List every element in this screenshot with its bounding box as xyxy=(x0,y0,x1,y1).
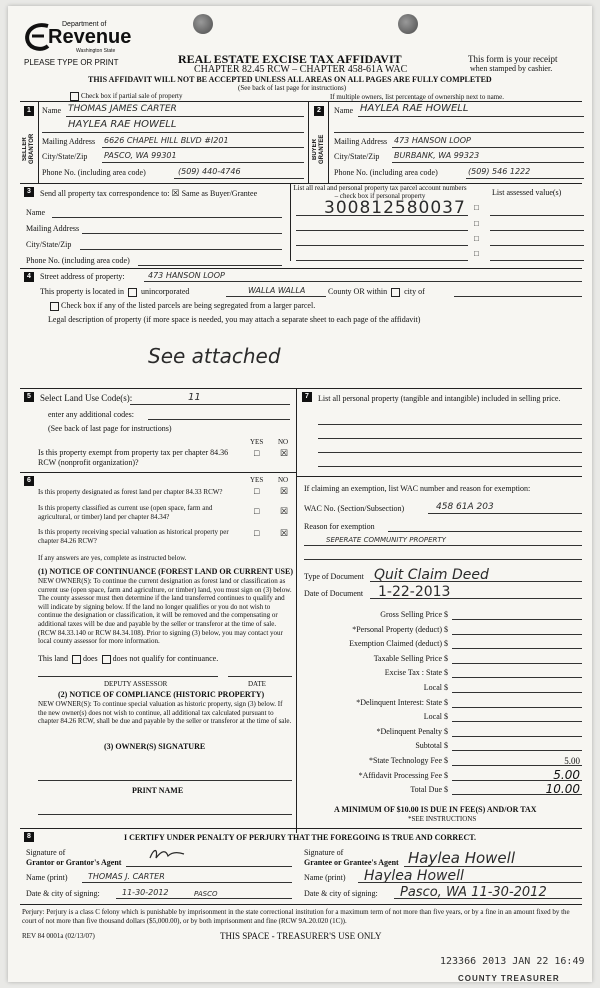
print-name-label: PRINT NAME xyxy=(132,786,184,795)
fee-value-12[interactable]: 10.00 xyxy=(545,782,580,797)
partial-sale-row xyxy=(68,92,182,101)
parcel-checkbox-1[interactable]: □ xyxy=(474,203,479,212)
fee-line-4 xyxy=(452,677,582,678)
type-or-print: PLEASE TYPE OR PRINT xyxy=(24,58,119,67)
s6-no-header: NO xyxy=(278,476,289,484)
grantee-name-value[interactable]: Haylea Howell xyxy=(364,868,464,884)
dept-line1: Department of xyxy=(62,21,107,28)
dept-logo xyxy=(24,20,132,58)
city-checkbox[interactable] xyxy=(391,288,400,297)
fee-label-4: Excise Tax : State $ xyxy=(384,668,448,678)
s3-city-label: City/State/Zip xyxy=(26,240,72,249)
send-correspondence-label: Send all property tax correspondence to: ☒ Same as Buyer/Grantee xyxy=(40,188,258,198)
unincorporated-checkbox[interactable] xyxy=(128,288,137,297)
street-address-label: Street address of property: xyxy=(40,272,125,281)
multiple-owners-note: If multiple owners, list percentage of ownership next to name. xyxy=(330,93,504,101)
fee-line-8 xyxy=(452,736,582,737)
affidavit-page xyxy=(8,6,592,982)
perjury-note: Perjury: Perjury is a class C felony which is punishable by imprisonment in the state correctional institution for a maximum term of not more than five years, or by a fine in an amount fixed by the court of not more than five thousand dollars ($5,000.00), or by both imprisonment and fine (RCW 9A.20.020 (1C)). xyxy=(22,908,570,925)
assessor-date-label: DATE xyxy=(248,680,266,688)
fee-label-10: *State Technology Fee $ xyxy=(368,756,448,765)
does-not-checkbox[interactable] xyxy=(102,655,111,664)
fee-label-12: Total Due $ xyxy=(410,785,448,795)
fee-label-0: Gross Selling Price $ xyxy=(380,610,448,619)
doc-type-value[interactable]: Quit Claim Deed xyxy=(374,567,489,583)
exempt-question: Is this property exempt from property tax per chapter 84.36 RCW (nonprofit organization)? xyxy=(38,448,229,467)
grantor-sig-label-1: Signature of xyxy=(26,848,66,857)
grantee-sig-label-2: Grantee or Grantee's Agent xyxy=(304,858,399,867)
seller-name-value-1[interactable]: THOMAS JAMES CARTER xyxy=(68,104,177,114)
land-use-value[interactable]: 11 xyxy=(188,392,201,403)
fee-label-6: *Delinquent Interest: State $ xyxy=(356,697,448,707)
deputy-assessor-label: DEPUTY ASSESSOR xyxy=(104,680,168,688)
buyer-address-value[interactable]: 473 HANSON LOOP xyxy=(394,136,471,145)
see-attached-value[interactable]: See attached xyxy=(148,344,281,368)
section-4-number: 4 xyxy=(24,272,34,282)
section-1-number: 1 xyxy=(24,106,34,116)
seller-side-label: SELLER GRANTOR xyxy=(22,133,35,165)
seller-address-value[interactable]: 6626 CHAPEL HILL BLVD #I201 xyxy=(104,136,229,145)
fee-label-11: *Affidavit Processing Fee $ xyxy=(358,770,448,780)
see-back-instructions: (See back of last page for instructions) xyxy=(238,84,347,92)
personal-property-label: List all personal property (tangible and intangible) included in selling price. xyxy=(318,394,561,403)
fee-label-5: Local $ xyxy=(423,683,448,692)
fee-label-2: Exemption Claimed (deduct) $ xyxy=(349,639,448,649)
legal-description-label: Legal description of property (if more space is needed, you may attach a separate sheet to each page of the affidavit) xyxy=(48,315,421,324)
s6-yes-header: YES xyxy=(250,476,264,484)
minimum-due-note: A MINIMUM OF $10.00 IS DUE IN FEE(S) AND/OR TAX xyxy=(334,805,537,814)
punch-hole-right xyxy=(398,14,418,34)
seller-address-label: Mailing Address xyxy=(42,137,96,146)
land-use-label: Select Land Use Code(s): xyxy=(40,393,133,403)
grantee-signature[interactable]: Haylea Howell xyxy=(408,849,515,867)
treasurer-space-label: THIS SPACE - TREASURER'S USE ONLY xyxy=(220,931,382,941)
notice-continuance-title: (1) NOTICE OF CONTINUANCE (FOREST LAND OR CURRENT USE) xyxy=(38,567,293,576)
seller-phone-value[interactable]: (509) 440-4746 xyxy=(178,167,241,176)
grantee-sig-label-1: Signature of xyxy=(304,848,344,857)
s5-see-back: (See back of last page for instructions) xyxy=(48,424,172,433)
q1-no-checkbox[interactable]: ☒ xyxy=(280,486,289,496)
s3-name-label: Name xyxy=(26,208,46,217)
grantor-date-label: Date & city of signing: xyxy=(26,889,100,898)
does-checkbox[interactable] xyxy=(72,655,81,664)
section-5-number: 5 xyxy=(24,392,34,402)
if-yes-note: If any answers are yes, complete as instructed below. xyxy=(38,554,187,562)
section-8-number: 8 xyxy=(24,832,34,842)
partial-sale-label: Check box if partial sale of property xyxy=(81,92,183,101)
additional-codes-label: enter any additional codes: xyxy=(48,410,134,419)
reason-label: Reason for exemption xyxy=(304,522,375,531)
receipt-line2: when stamped by cashier. xyxy=(470,64,553,73)
assessed-header: List assessed value(s) xyxy=(492,188,562,197)
grantor-signature[interactable] xyxy=(148,846,188,866)
section-3-number: 3 xyxy=(24,187,34,197)
q3-no-checkbox[interactable]: ☒ xyxy=(280,528,289,538)
s3-address-label: Mailing Address xyxy=(26,224,80,233)
fee-line-1 xyxy=(452,634,582,635)
doc-date-value[interactable]: 1-22-2013 xyxy=(378,584,451,600)
segregated-row: Check box if any of the listed parcels are being segregated from a larger parcel. xyxy=(48,301,315,311)
parcel-checkbox-3[interactable]: □ xyxy=(474,234,479,243)
wac-label: WAC No. (Section/Subsection) xyxy=(304,504,405,513)
wac-value[interactable]: 458 61A 203 xyxy=(436,502,494,512)
form-title: REAL ESTATE EXCISE TAX AFFIDAVIT xyxy=(178,52,402,66)
section-6-number: 6 xyxy=(24,476,34,486)
seller-phone-label: Phone No. (including area code) xyxy=(42,168,146,177)
exempt-no-checkbox[interactable]: ☒ xyxy=(280,448,289,458)
same-as-buyer-checkbox[interactable]: ☒ xyxy=(171,188,180,198)
this-land-row: This land does does not qualify for continuance. xyxy=(38,654,219,663)
see-instructions-note: *SEE INSTRUCTIONS xyxy=(408,815,477,823)
treasurer-stamp: 123366 2013 JAN 22 16:49 xyxy=(440,956,585,967)
s3-phone-label: Phone No. (including area code) xyxy=(26,256,130,265)
notice-compliance-text: NEW OWNER(S): To continue special valuation as historic property, sign (3) below. If the new owner(s) does not wish to continue, all additional tax calculated pursuant to chapter 84.26 RCW, shall be due and payable by the seller or transferor at the time of sale. xyxy=(38,700,292,726)
buyer-name-label: Name xyxy=(334,106,354,115)
seller-city-label: City/State/Zip xyxy=(42,152,88,161)
fee-label-7: Local $ xyxy=(423,712,448,722)
buyer-phone-value[interactable]: (509) 546 1222 xyxy=(468,167,531,176)
q1-yes-checkbox[interactable]: □ xyxy=(254,486,260,496)
s6-question-2: Is this property classified as current use (open space, farm and agricultural, or timber) land per chapter 84.34? xyxy=(38,504,213,521)
grantor-signature-scribble-icon xyxy=(148,846,188,862)
doc-type-label: Type of Document xyxy=(304,572,364,581)
form-subtitle: CHAPTER 82.45 RCW – CHAPTER 458-61A WAC xyxy=(194,64,408,75)
segregated-checkbox[interactable] xyxy=(50,302,59,311)
fee-line-3 xyxy=(452,663,582,664)
s5-no-header: NO xyxy=(278,438,289,446)
rev-code: REV 84 0001a (02/13/07) xyxy=(22,932,95,940)
s5-yes-header: YES xyxy=(250,438,264,446)
buyer-address-label: Mailing Address xyxy=(334,137,388,146)
certify-statement: I CERTIFY UNDER PENALTY OF PERJURY THAT THE FOREGOING IS TRUE AND CORRECT. xyxy=(124,833,477,842)
s6-question-1: Is this property designated as forest land per chapter 84.33 RCW? xyxy=(38,488,223,496)
form-warning: THIS AFFIDAVIT WILL NOT BE ACCEPTED UNLESS ALL AREAS ON ALL PAGES ARE FULLY COMPLETED xyxy=(88,75,492,84)
reason-value[interactable]: SEPERATE COMMUNITY PROPERTY xyxy=(326,536,446,544)
fee-label-1: *Personal Property (deduct) $ xyxy=(352,624,448,634)
parcel-header: List all real and personal property tax parcel account numbers – check box if personal property xyxy=(293,184,467,200)
county-value[interactable]: WALLA WALLA xyxy=(248,286,306,295)
fee-label-9: Subtotal $ xyxy=(415,741,448,751)
fee-line-5 xyxy=(452,692,582,693)
fee-line-0 xyxy=(452,619,582,620)
q2-no-checkbox[interactable]: ☒ xyxy=(280,506,289,516)
seller-city-value[interactable]: PASCO, WA 99301 xyxy=(104,151,177,160)
buyer-phone-label: Phone No. (including area code) xyxy=(334,168,438,177)
exempt-yes-checkbox[interactable]: □ xyxy=(254,448,260,458)
fee-line-7 xyxy=(452,721,582,722)
county-treasurer-label: COUNTY TREASURER xyxy=(458,974,560,983)
fee-value-11[interactable]: 5.00 xyxy=(553,767,580,782)
grantor-sig-label-2: Grantor or Grantor's Agent xyxy=(26,858,122,867)
parcel-number-value[interactable]: 300812580037 xyxy=(324,198,466,218)
county-row: County OR within city of xyxy=(328,287,425,296)
grantor-date-value[interactable]: 11-30-2012 xyxy=(122,888,169,897)
fee-label-8: *Delinquent Penalty $ xyxy=(376,726,448,736)
fee-value-10[interactable]: 5.00 xyxy=(564,756,580,766)
grantee-date-value[interactable]: Pasco, WA 11-30-2012 xyxy=(400,885,547,900)
grantor-name-value[interactable]: THOMAS J. CARTER xyxy=(88,872,165,881)
buyer-side-label: BUYER GRANTEE xyxy=(312,134,325,164)
fee-label-3: Taxable Selling Price $ xyxy=(373,653,448,663)
buyer-city-value[interactable]: BURBANK, WA 99323 xyxy=(394,151,480,160)
street-address-value[interactable]: 473 HANSON LOOP xyxy=(148,271,225,280)
exemption-claim-label: If claiming an exemption, list WAC number and reason for exemption: xyxy=(304,484,531,493)
fee-line-6 xyxy=(452,707,582,708)
parcel-checkbox-4[interactable]: □ xyxy=(474,249,479,258)
dept-state: Washington State xyxy=(76,48,116,54)
doc-date-label: Date of Document xyxy=(304,589,364,598)
buyer-city-label: City/State/Zip xyxy=(334,152,380,161)
grantor-name-label: Name (print) xyxy=(26,873,68,882)
s6-question-3: Is this property receiving special valuation as historical property per chapter 84.26 RCW? xyxy=(38,528,229,545)
receipt-line1: This form is your receipt xyxy=(468,54,558,64)
parcel-checkbox-2[interactable]: □ xyxy=(474,219,479,228)
owner-signature-label: (3) OWNER(S) SIGNATURE xyxy=(104,742,206,751)
section-7-number: 7 xyxy=(302,392,312,402)
q2-yes-checkbox[interactable]: □ xyxy=(254,506,260,516)
partial-sale-checkbox[interactable] xyxy=(70,92,79,101)
grantee-date-label: Date & city of signing: xyxy=(304,889,378,898)
grantor-city-value[interactable]: PASCO xyxy=(194,890,218,898)
fee-line-2 xyxy=(452,648,582,649)
q3-yes-checkbox[interactable]: □ xyxy=(254,528,260,538)
notice-continuance-text: NEW OWNER(S): To continue the current designation as forest land or classification as current use (open space, farm and agriculture, or timber) land, you must sign on (3) below. The county assessor must then determine if the land transferred continues to qualify and will indicate by signing below. If the land no longer qualifies or you do not wish to continue the designation or classification, it will be removed and the compensating or additional taxes will be due and payable by the seller or transferor at the time of sale. (RCW 84.33.140 or RCW 84.34.108). Prior to signing (3) below, you may contact your local county assessor for more information. xyxy=(38,577,292,646)
seller-name-label: Name xyxy=(42,106,62,115)
located-row: This property is located in unincorporated xyxy=(40,287,190,296)
buyer-name-value[interactable]: HAYLEA RAE HOWELL xyxy=(360,103,469,114)
fee-line-9 xyxy=(452,750,582,751)
dept-logo-text: Revenue xyxy=(48,26,132,48)
notice-compliance-title: (2) NOTICE OF COMPLIANCE (HISTORIC PROPERTY) xyxy=(58,690,265,699)
grantee-name-label: Name (print) xyxy=(304,873,346,882)
section-2-number: 2 xyxy=(314,106,324,116)
seller-name-value-2[interactable]: HAYLEA RAE HOWELL xyxy=(68,119,177,130)
punch-hole-left xyxy=(193,14,213,34)
